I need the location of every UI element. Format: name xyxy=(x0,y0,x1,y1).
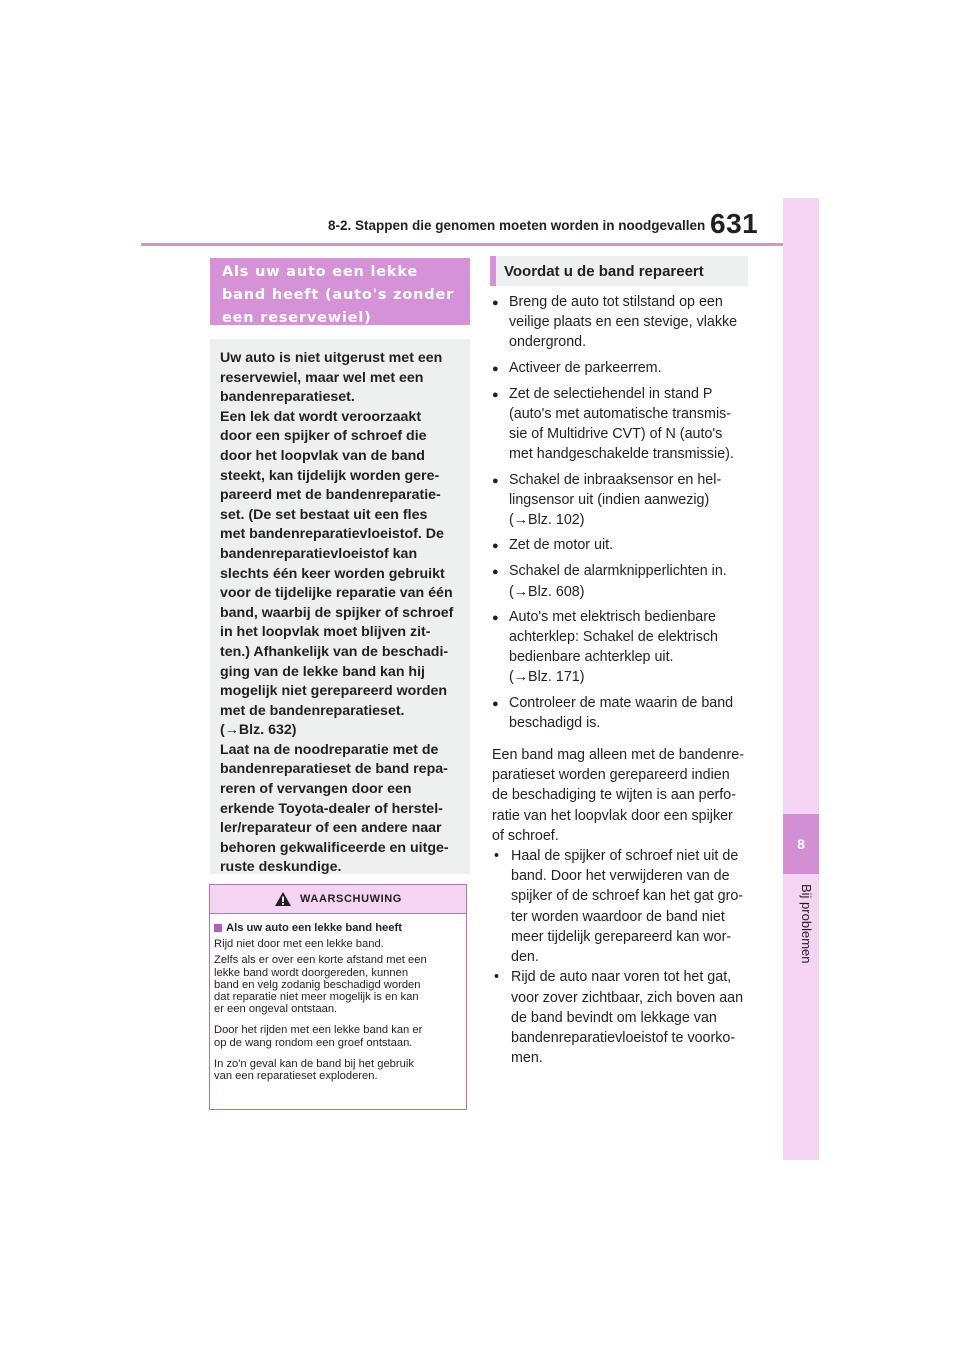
warning-line: van een reparatieset exploderen. xyxy=(214,1070,378,1083)
warning-box xyxy=(209,884,467,1110)
bullet-line: bedienbare achterklep uit. xyxy=(509,649,674,666)
sub-bullet-line: spijker of de schroef kan het gat gro- xyxy=(511,888,744,905)
warning-paragraph xyxy=(214,954,462,1015)
section-heading-line: een reservewiel) xyxy=(222,310,372,326)
bullet-text xyxy=(509,693,733,733)
sub-bullet-item xyxy=(492,967,762,1068)
subsection-heading-text: Voordat u de band repareert xyxy=(504,262,704,280)
intro-line: (→Blz. 632) xyxy=(220,722,297,739)
right-column xyxy=(492,292,762,1068)
intro-line: bandenreparatievloeistof kan xyxy=(220,545,418,562)
intro-line: ging van de lekke band kan hij xyxy=(220,663,425,680)
sub-bullet-line: band. Door het verwijderen van de xyxy=(511,868,730,885)
intro-line: slechts één keer worden gebruikt xyxy=(220,565,445,582)
warning-line: dat reparatie niet meer mogelijk is en kan xyxy=(214,991,419,1004)
intro-line: door een spijker of schroef die xyxy=(220,428,427,445)
warning-line: In zo'n geval kan de band bij het gebruik xyxy=(214,1057,414,1070)
warning-subheading xyxy=(214,922,462,934)
warning-subheading-text: Als uw auto een lekke band heeft xyxy=(226,922,402,934)
bullet-line: Zet de selectiehendel in stand P xyxy=(509,385,713,402)
intro-line: reservewiel, maar wel met een xyxy=(220,369,424,386)
bullet-dot-icon: ● xyxy=(492,540,499,553)
bullet-line: Auto's met elektrisch bedienbare xyxy=(509,608,716,625)
warning-paragraph xyxy=(214,1058,462,1082)
square-bullet-icon xyxy=(214,924,222,932)
bullet-item xyxy=(492,693,762,733)
bullet-line: ondergrond. xyxy=(509,334,587,351)
intro-line: pareerd met de bandenreparatie- xyxy=(220,487,441,504)
bullet-item xyxy=(492,384,762,465)
paragraph-line: of schroef. xyxy=(492,827,559,844)
bullet-line: lingsensor uit (indien aanwezig) xyxy=(509,491,710,508)
bullet-item xyxy=(492,535,762,556)
sub-bullet-line: de band bevindt om lekkage van xyxy=(511,1009,717,1026)
bullet-item xyxy=(492,607,762,688)
bullet-text xyxy=(509,292,737,353)
bullet-text xyxy=(509,561,727,601)
intro-line: Uw auto is niet uitgerust met een xyxy=(220,350,443,366)
intro-line: Laat na de noodreparatie met de xyxy=(220,741,439,758)
intro-line: erkende Toyota-dealer of herstel- xyxy=(220,800,443,817)
warning-line: op de wang rondom een groef ontstaan. xyxy=(214,1036,413,1049)
bullet-line: (→Blz. 171) xyxy=(509,669,585,686)
intro-line: bandenreparatieset de band repa- xyxy=(220,761,448,778)
intro-line: band, waarbij de spijker of schroef xyxy=(220,604,454,621)
page-number: 631 xyxy=(710,208,759,239)
intro-line: ten.) Afhankelijk van de beschadi- xyxy=(220,643,449,660)
bullet-line: achterklep: Schakel de elektrisch xyxy=(509,629,719,646)
warning-line: er een ongeval ontstaan. xyxy=(214,1003,338,1016)
sub-bullet-line: Rijd de auto naar voren tot het gat, xyxy=(511,969,732,986)
bullet-line: veilige plaats en een stevige, vlakke xyxy=(509,314,738,331)
paragraph-line: ratie van het loopvlak door een spijker xyxy=(492,807,733,824)
sub-bullet-line: Haal de spijker of schroef niet uit de xyxy=(511,848,739,865)
chapter-side-tab xyxy=(783,198,819,1160)
paragraph-line: Een band mag alleen met de bandenre- xyxy=(492,747,744,764)
sub-bullet-item xyxy=(492,846,762,967)
warning-line: Rijd niet door met een lekke band. xyxy=(214,938,384,951)
bullet-text xyxy=(509,384,734,465)
bullet-dot-icon: ● xyxy=(492,362,499,375)
sub-bullet-line: den. xyxy=(511,949,539,966)
bullet-dot-icon: ● xyxy=(492,697,499,710)
bullet-dot-icon: ● xyxy=(492,388,499,401)
chapter-label: Bij problemen xyxy=(799,884,814,964)
bullet-line: Activeer de parkeerrem. xyxy=(509,359,662,376)
warning-triangle-icon xyxy=(274,891,292,907)
intro-line: set. (De set bestaat uit een fles xyxy=(220,506,428,523)
bullet-line: Breng de auto tot stilstand op een xyxy=(509,294,723,310)
intro-line: ruste deskundige. xyxy=(220,859,342,876)
bullet-dot-icon: ● xyxy=(492,297,499,309)
paragraph-line: de beschadiging te wijten is aan perfo- xyxy=(492,787,736,804)
warning-line: band en velg zodanig beschadigd worden xyxy=(214,978,421,991)
body-paragraph xyxy=(492,745,762,846)
bullet-line: (→Blz. 608) xyxy=(509,583,585,600)
intro-line: ler/reparateur of een andere naar xyxy=(220,820,442,837)
bullet-line: Controleer de mate waarin de band xyxy=(509,694,734,711)
sub-bullet-line: voor zover zichtbaar, zich boven aan xyxy=(511,989,744,1006)
bullet-line: beschadigd is. xyxy=(509,714,601,731)
intro-line: reren of vervangen door een xyxy=(220,781,412,798)
bullet-item xyxy=(492,561,762,601)
intro-line: in het loopvlak moet blijven zit- xyxy=(220,624,431,641)
section-heading-line: band heeft (auto's zonder xyxy=(222,287,455,303)
bullet-text xyxy=(509,470,721,531)
bullet-line: Zet de motor uit. xyxy=(509,537,614,554)
bullet-dot-icon: ● xyxy=(492,474,499,487)
bullet-line: (→Blz. 102) xyxy=(509,512,585,529)
sub-bullet-line: ter worden waardoor de band niet xyxy=(511,908,725,925)
intro-line: bandenreparatieset. xyxy=(220,389,355,406)
bullet-item xyxy=(492,470,762,531)
intro-line: mogelijk niet gerepareerd worden xyxy=(220,683,448,700)
bullet-line: met handgeschakelde transmissie). xyxy=(509,446,734,463)
warning-paragraph xyxy=(214,1024,462,1048)
warning-paragraph xyxy=(214,938,462,950)
intro-line: door het loopvlak van de band xyxy=(220,447,425,464)
sub-bullet-dot-icon: • xyxy=(494,848,500,865)
paragraph-line: paratieset worden gerepareerd indien xyxy=(492,767,730,784)
intro-line: voor de tijdelijke reparatie van één xyxy=(220,585,453,602)
bullet-dot-icon: ● xyxy=(492,611,499,624)
sub-bullet-line: bandenreparatievloeistof te voorko- xyxy=(511,1029,736,1046)
chapter-section-title: 8-2. Stappen die genomen moeten worden in noodgevallen xyxy=(328,218,706,233)
warning-line: lekke band wordt doorgereden, kunnen xyxy=(214,966,409,979)
bullet-dot-icon: ● xyxy=(492,566,499,579)
section-heading xyxy=(210,258,470,325)
bullet-line: Schakel de inbraaksensor en hel- xyxy=(509,471,722,488)
warning-line: Door het rijden met een lekke band kan er xyxy=(214,1024,423,1037)
bullet-text xyxy=(509,607,718,688)
bullet-item xyxy=(492,292,762,353)
bullet-text xyxy=(509,535,613,556)
warning-body xyxy=(210,914,466,1082)
bullet-line: (auto's met automatische transmis- xyxy=(509,406,732,423)
header-divider xyxy=(141,243,783,246)
intro-box xyxy=(210,339,470,874)
bullet-line: Schakel de alarmknipperlichten in. xyxy=(509,563,727,580)
section-heading-line: Als uw auto een lekke xyxy=(222,264,419,280)
warning-header xyxy=(210,885,466,914)
intro-line: behoren gekwalificeerde en uitge- xyxy=(220,839,449,856)
subsection-heading xyxy=(490,256,748,286)
sub-bullet-line: meer tijdelijk gerepareerd kan wor- xyxy=(511,928,732,945)
intro-line: met bandenreparatievloeistof. De xyxy=(220,526,444,543)
warning-title: WAARSCHUWING xyxy=(300,893,402,905)
warning-line: Zelfs als er over een korte afstand met een xyxy=(214,954,427,967)
intro-line: steekt, kan tijdelijk worden gere- xyxy=(220,467,440,484)
sub-bullet-dot-icon: • xyxy=(494,969,500,986)
bullet-item xyxy=(492,358,762,379)
sub-bullet-text xyxy=(511,967,743,1068)
bullet-line: sie of Multidrive CVT) of N (auto's xyxy=(509,426,723,443)
chapter-number-badge: 8 xyxy=(783,814,819,874)
intro-line: met de bandenreparatieset. xyxy=(220,702,405,719)
sub-bullet-text xyxy=(511,846,743,967)
sub-bullet-line: men. xyxy=(511,1050,543,1067)
bullet-text xyxy=(509,358,662,379)
intro-line: Een lek dat wordt veroorzaakt xyxy=(220,408,422,425)
